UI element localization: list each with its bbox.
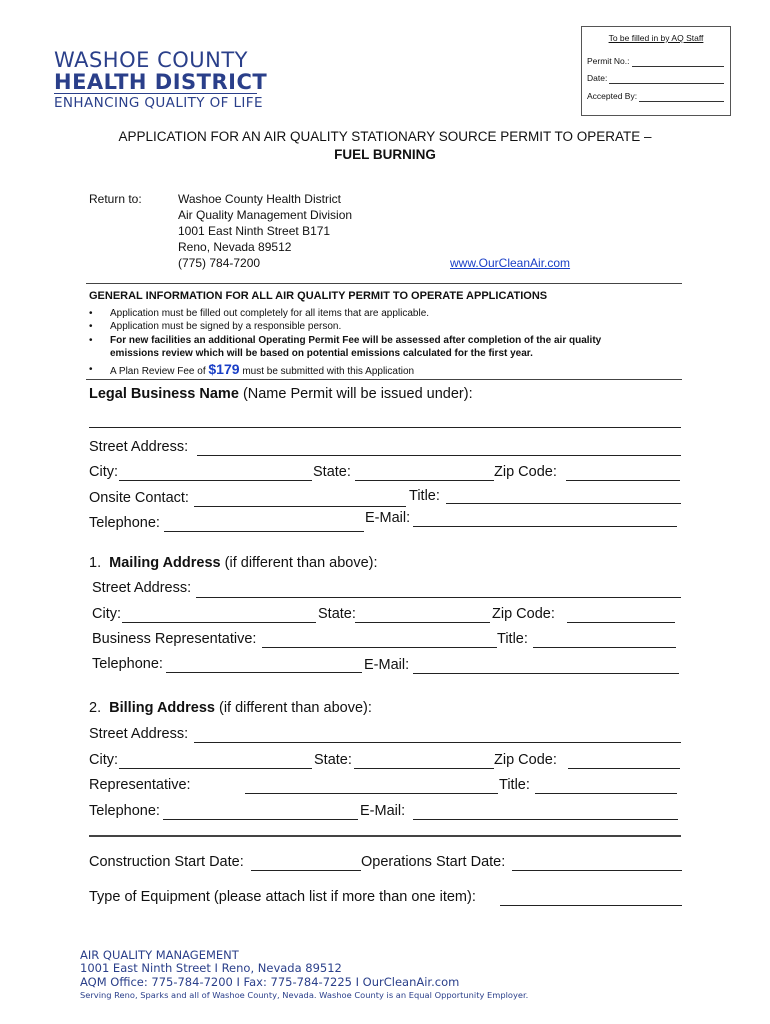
- footer-statement: Serving Reno, Sparks and all of Washoe County, Nevada. Washoe County is an Equal Opportunity Employer.: [80, 990, 529, 1000]
- footer-address: 1001 East Ninth Street I Reno, Nevada 89512: [80, 961, 342, 975]
- construction-start-field[interactable]: [251, 870, 361, 871]
- billing-city-field[interactable]: [119, 768, 312, 769]
- zip-field[interactable]: [566, 480, 680, 481]
- onsite-contact-field[interactable]: [194, 506, 406, 507]
- email-label: E-Mail:: [365, 510, 411, 526]
- fee-bullet: • A Plan Review Fee of $179 must be submitted with this Application: [89, 361, 415, 377]
- state-label: State:: [313, 464, 351, 480]
- mailing-rep-label: Business Representative:: [92, 631, 257, 647]
- mailing-email-label: E-Mail:: [364, 657, 410, 673]
- billing-rep-field[interactable]: [245, 793, 498, 794]
- staff-box-header: To be filled in by AQ Staff: [608, 33, 704, 43]
- bullet-item: • For new facilities an additional Operating Permit Fee will be assessed after completion of the air quality: [89, 335, 602, 346]
- billing-zip-label: Zip Code:: [494, 752, 557, 768]
- billing-heading: 2. Billing Address (if different than above):: [89, 700, 372, 716]
- mailing-zip-label: Zip Code:: [492, 606, 555, 622]
- footer-org: AIR QUALITY MANAGEMENT: [80, 948, 239, 962]
- mailing-heading: 1. Mailing Address (if different than above):: [89, 555, 378, 571]
- billing-street-label: Street Address:: [89, 726, 189, 742]
- mailing-telephone-field[interactable]: [166, 672, 362, 673]
- state-field[interactable]: [355, 480, 494, 481]
- fee-amount: $179: [208, 361, 240, 377]
- equipment-field[interactable]: [500, 905, 682, 906]
- email-field[interactable]: [413, 526, 677, 527]
- date-row: [587, 73, 724, 84]
- construction-start-label: Construction Start Date:: [89, 854, 244, 870]
- permit-no-row: [587, 56, 724, 67]
- permit-no-label: Permit No.:: [587, 56, 630, 66]
- city-field[interactable]: [119, 480, 312, 481]
- billing-city-label: City:: [89, 752, 118, 768]
- billing-email-label: E-Mail:: [360, 803, 406, 819]
- billing-email-field[interactable]: [413, 819, 678, 820]
- return-line: 1001 East Ninth Street B171: [178, 224, 331, 238]
- return-line: Air Quality Management Division: [178, 208, 353, 222]
- section-divider: [86, 283, 682, 284]
- bullet-dot: •: [89, 364, 93, 375]
- telephone-field[interactable]: [164, 531, 364, 532]
- billing-zip-field[interactable]: [568, 768, 680, 769]
- date-label: Date:: [587, 73, 608, 83]
- equipment-label: Type of Equipment (please attach list if more than one item):: [89, 889, 476, 905]
- mailing-state-label: State:: [318, 606, 356, 622]
- logo-divider: [54, 93, 257, 94]
- return-address: [178, 191, 352, 271]
- mailing-city-field[interactable]: [122, 622, 316, 623]
- permit-no-field[interactable]: [632, 56, 724, 67]
- billing-title-field[interactable]: [535, 793, 677, 794]
- billing-state-field[interactable]: [354, 768, 494, 769]
- mailing-title-label: Title:: [497, 631, 528, 647]
- street-field[interactable]: [197, 455, 681, 456]
- legal-business-field[interactable]: [89, 427, 681, 428]
- bullet-dot: •: [89, 321, 93, 332]
- billing-state-label: State:: [314, 752, 352, 768]
- mailing-email-field[interactable]: [413, 673, 679, 674]
- billing-telephone-field[interactable]: [163, 819, 358, 820]
- general-heading: GENERAL INFORMATION FOR ALL AIR QUALITY PERMIT TO OPERATE APPLICATIONS: [89, 290, 548, 302]
- form-title: APPLICATION FOR AN AIR QUALITY STATIONARY SOURCE PERMIT TO OPERATE –: [118, 129, 652, 144]
- website-link[interactable]: www.OurCleanAir.com: [450, 256, 571, 270]
- operations-start-field[interactable]: [512, 870, 682, 871]
- mailing-city-label: City:: [92, 606, 121, 622]
- mailing-title-field[interactable]: [533, 647, 676, 648]
- title-field[interactable]: [446, 503, 681, 504]
- date-field[interactable]: [609, 73, 724, 84]
- mailing-telephone-label: Telephone:: [92, 656, 163, 672]
- bullet-item: • Application must be signed by a responsible person.: [89, 321, 342, 332]
- mailing-street-label: Street Address:: [92, 580, 192, 596]
- title-label: Title:: [409, 488, 440, 504]
- logo-tagline: ENHANCING QUALITY OF LIFE: [54, 95, 263, 111]
- return-line: (775) 784-7200: [178, 256, 261, 270]
- section-divider: [86, 379, 682, 380]
- zip-label: Zip Code:: [494, 464, 557, 480]
- bullet-item: • Application must be filled out completely for all items that are applicable.: [89, 308, 430, 319]
- onsite-contact-label: Onsite Contact:: [89, 490, 189, 506]
- return-line: Washoe County Health District: [178, 192, 341, 206]
- city-label: City:: [89, 464, 118, 480]
- mailing-state-field[interactable]: [355, 622, 490, 623]
- operations-start-label: Operations Start Date:: [361, 854, 506, 870]
- accepted-by-row: [587, 91, 724, 102]
- return-line: Reno, Nevada 89512: [178, 240, 292, 254]
- bullet-dot: •: [89, 308, 93, 319]
- mailing-rep-field[interactable]: [262, 647, 497, 648]
- logo-line2: HEALTH DISTRICT: [54, 70, 268, 94]
- form-subtitle: FUEL BURNING: [334, 147, 436, 162]
- return-to-label: Return to:: [89, 192, 142, 206]
- bullet-dot: •: [89, 335, 93, 346]
- street-label: Street Address:: [89, 439, 189, 455]
- billing-rep-label: Representative:: [89, 777, 191, 793]
- footer-contact: AQM Office: 775-784-7200 I Fax: 775-784-7225 I OurCleanAir.com: [80, 975, 460, 989]
- mailing-street-field[interactable]: [196, 597, 681, 598]
- section-divider: [89, 835, 681, 837]
- logo-line1: WASHOE COUNTY: [54, 48, 249, 72]
- legal-business-heading: Legal Business Name (Name Permit will be issued under):: [89, 386, 473, 402]
- accepted-by-field[interactable]: [639, 91, 724, 102]
- billing-street-field[interactable]: [194, 742, 681, 743]
- telephone-label: Telephone:: [89, 515, 160, 531]
- staff-box: [581, 26, 731, 116]
- billing-telephone-label: Telephone:: [89, 803, 160, 819]
- bullet-continuation: emissions review which will be based on potential emissions calculated for the first year.: [110, 348, 533, 359]
- accepted-by-label: Accepted By:: [587, 91, 638, 101]
- mailing-zip-field[interactable]: [567, 622, 675, 623]
- billing-title-label: Title:: [499, 777, 530, 793]
